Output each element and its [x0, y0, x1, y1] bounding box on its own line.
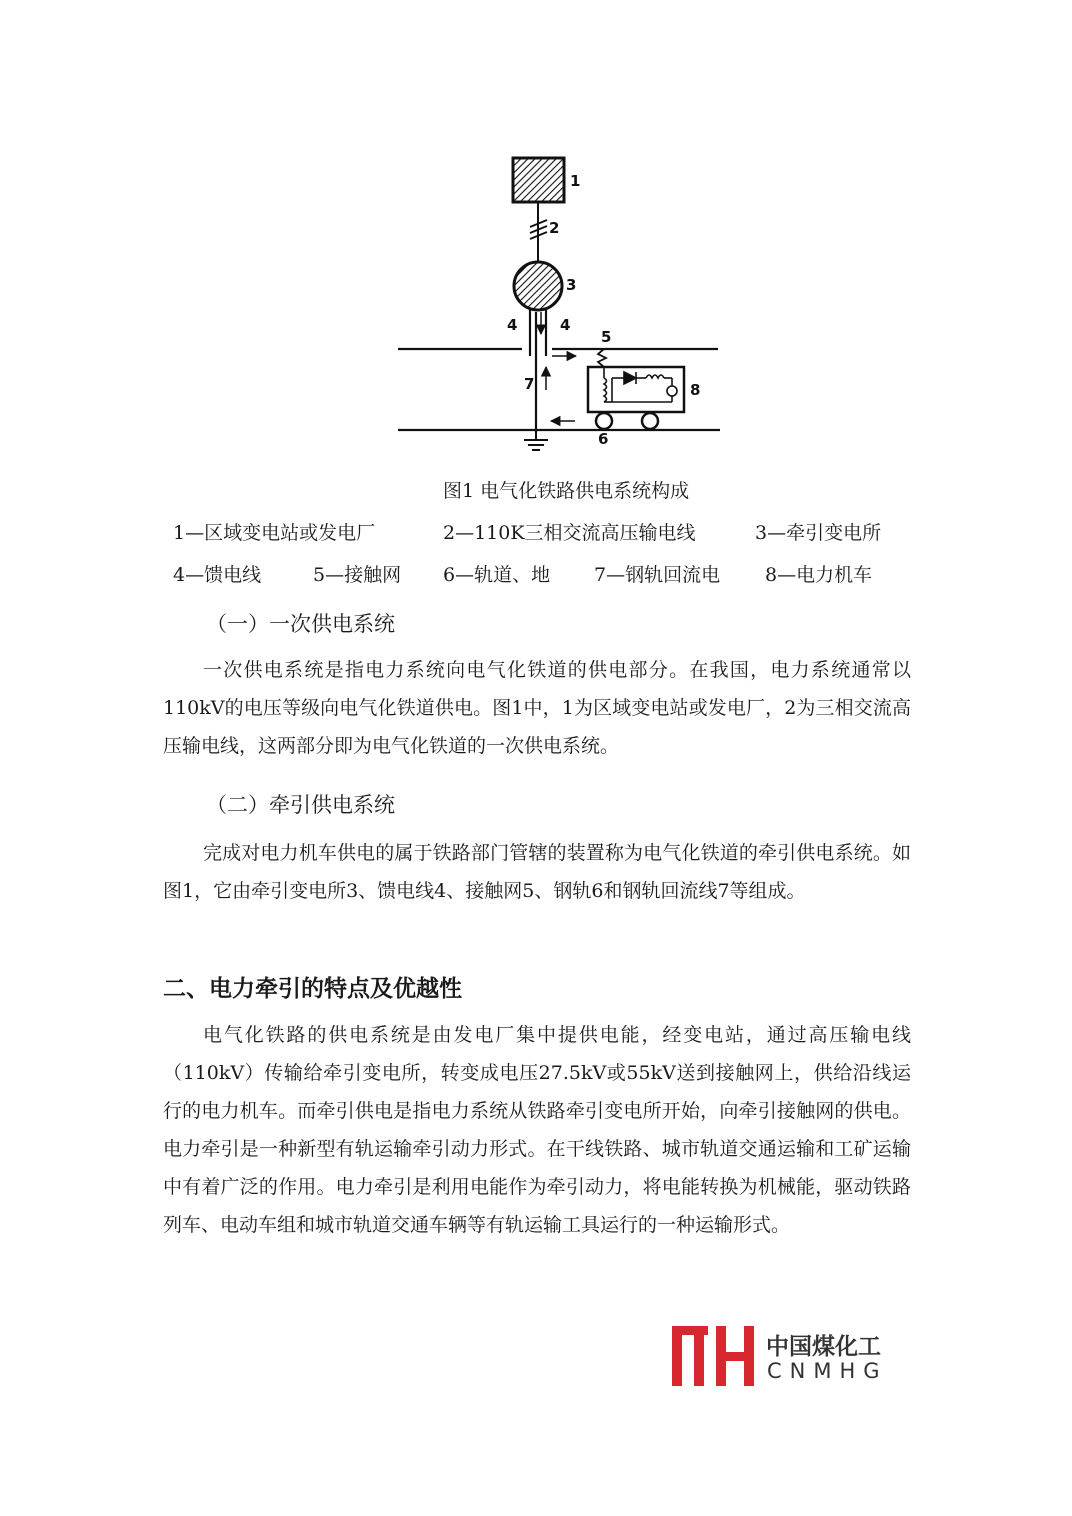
label-6: 6	[598, 430, 609, 448]
logo-name-cn: 中国煤化工	[766, 1334, 881, 1360]
section1-paragraph: 一次供电系统是指电力系统向电气化铁道的供电部分。在我国，电力系统通常以110kV的电压等级向电气化铁道供电。图1中，1为区域变电站或发电厂，2为三相交流高压输电线，这两部分即为电气化铁道的一次供电系统。	[163, 659, 911, 757]
label-4-left: 4	[507, 316, 518, 334]
legend-8: 8—电力机车	[765, 564, 873, 586]
section2-heading: （二）牵引供电系统	[206, 793, 395, 817]
legend-5: 5—接触网	[313, 564, 402, 586]
pantograph	[598, 349, 606, 367]
mh-logo-mark	[670, 1326, 758, 1386]
legend-7: 7—钢轨回流电	[594, 564, 721, 586]
wheel-left	[596, 413, 612, 429]
section1-heading: （一）一次供电系统	[206, 612, 395, 636]
substation-box	[513, 158, 564, 202]
label-5: 5	[601, 328, 612, 346]
traction-substation-circle	[514, 262, 562, 310]
power-supply-diagram	[0, 0, 1072, 470]
legend-2: 2—110K三相交流高压输电线	[443, 522, 696, 544]
chapter2-heading: 二、电力牵引的特点及优越性	[163, 976, 462, 1002]
label-1: 1	[570, 172, 581, 190]
three-phase-mark	[530, 220, 547, 239]
ground-symbol	[524, 430, 548, 450]
legend-3: 3—牵引变电所	[755, 522, 882, 544]
feeder-lines	[530, 309, 546, 432]
label-8: 8	[690, 381, 701, 399]
figure-caption: 图1 电气化铁路供电系统构成	[443, 480, 690, 502]
locomotive-circuit	[604, 367, 677, 402]
label-2: 2	[549, 219, 560, 237]
chapter2-paragraph: 电气化铁路的供电系统是由发电厂集中提供电能，经变电站，通过高压输电线（110kV）传输给牵引变电所，转变成电压27.5kV或55kV送到接触网上，供给沿线运行的电力机车。而牵引供电是指电力系统从铁路牵引变电所开始，向牵引接触网的供电。电力牵引是一种新型有轨运输牵引动力形式。在干线铁路、城市轨道交通运输和工矿运输中有着广泛的作用。电力牵引是利用电能作为牵引动力，将电能转换为机械能，驱动铁路列车、电动车组和城市轨道交通车辆等有轨运输工具运行的一种运输形式。	[163, 1024, 911, 1236]
legend-6: 6—轨道、地	[443, 564, 551, 586]
logo-name-en: CNMHG	[767, 1359, 888, 1383]
cnmhg-logo	[670, 1326, 888, 1388]
label-3: 3	[566, 276, 577, 294]
label-7: 7	[524, 375, 535, 393]
wheel-right	[642, 413, 658, 429]
label-4-right: 4	[560, 316, 571, 334]
section2-paragraph: 完成对电力机车供电的属于铁路部门管辖的装置称为电气化铁道的牵引供电系统。如图1，它由牵引变电所3、馈电线4、接触网5、钢轨6和钢轨回流线7等组成。	[163, 842, 911, 902]
legend-4: 4—馈电线	[173, 564, 262, 586]
legend-1: 1—区域变电站或发电厂	[173, 522, 376, 544]
